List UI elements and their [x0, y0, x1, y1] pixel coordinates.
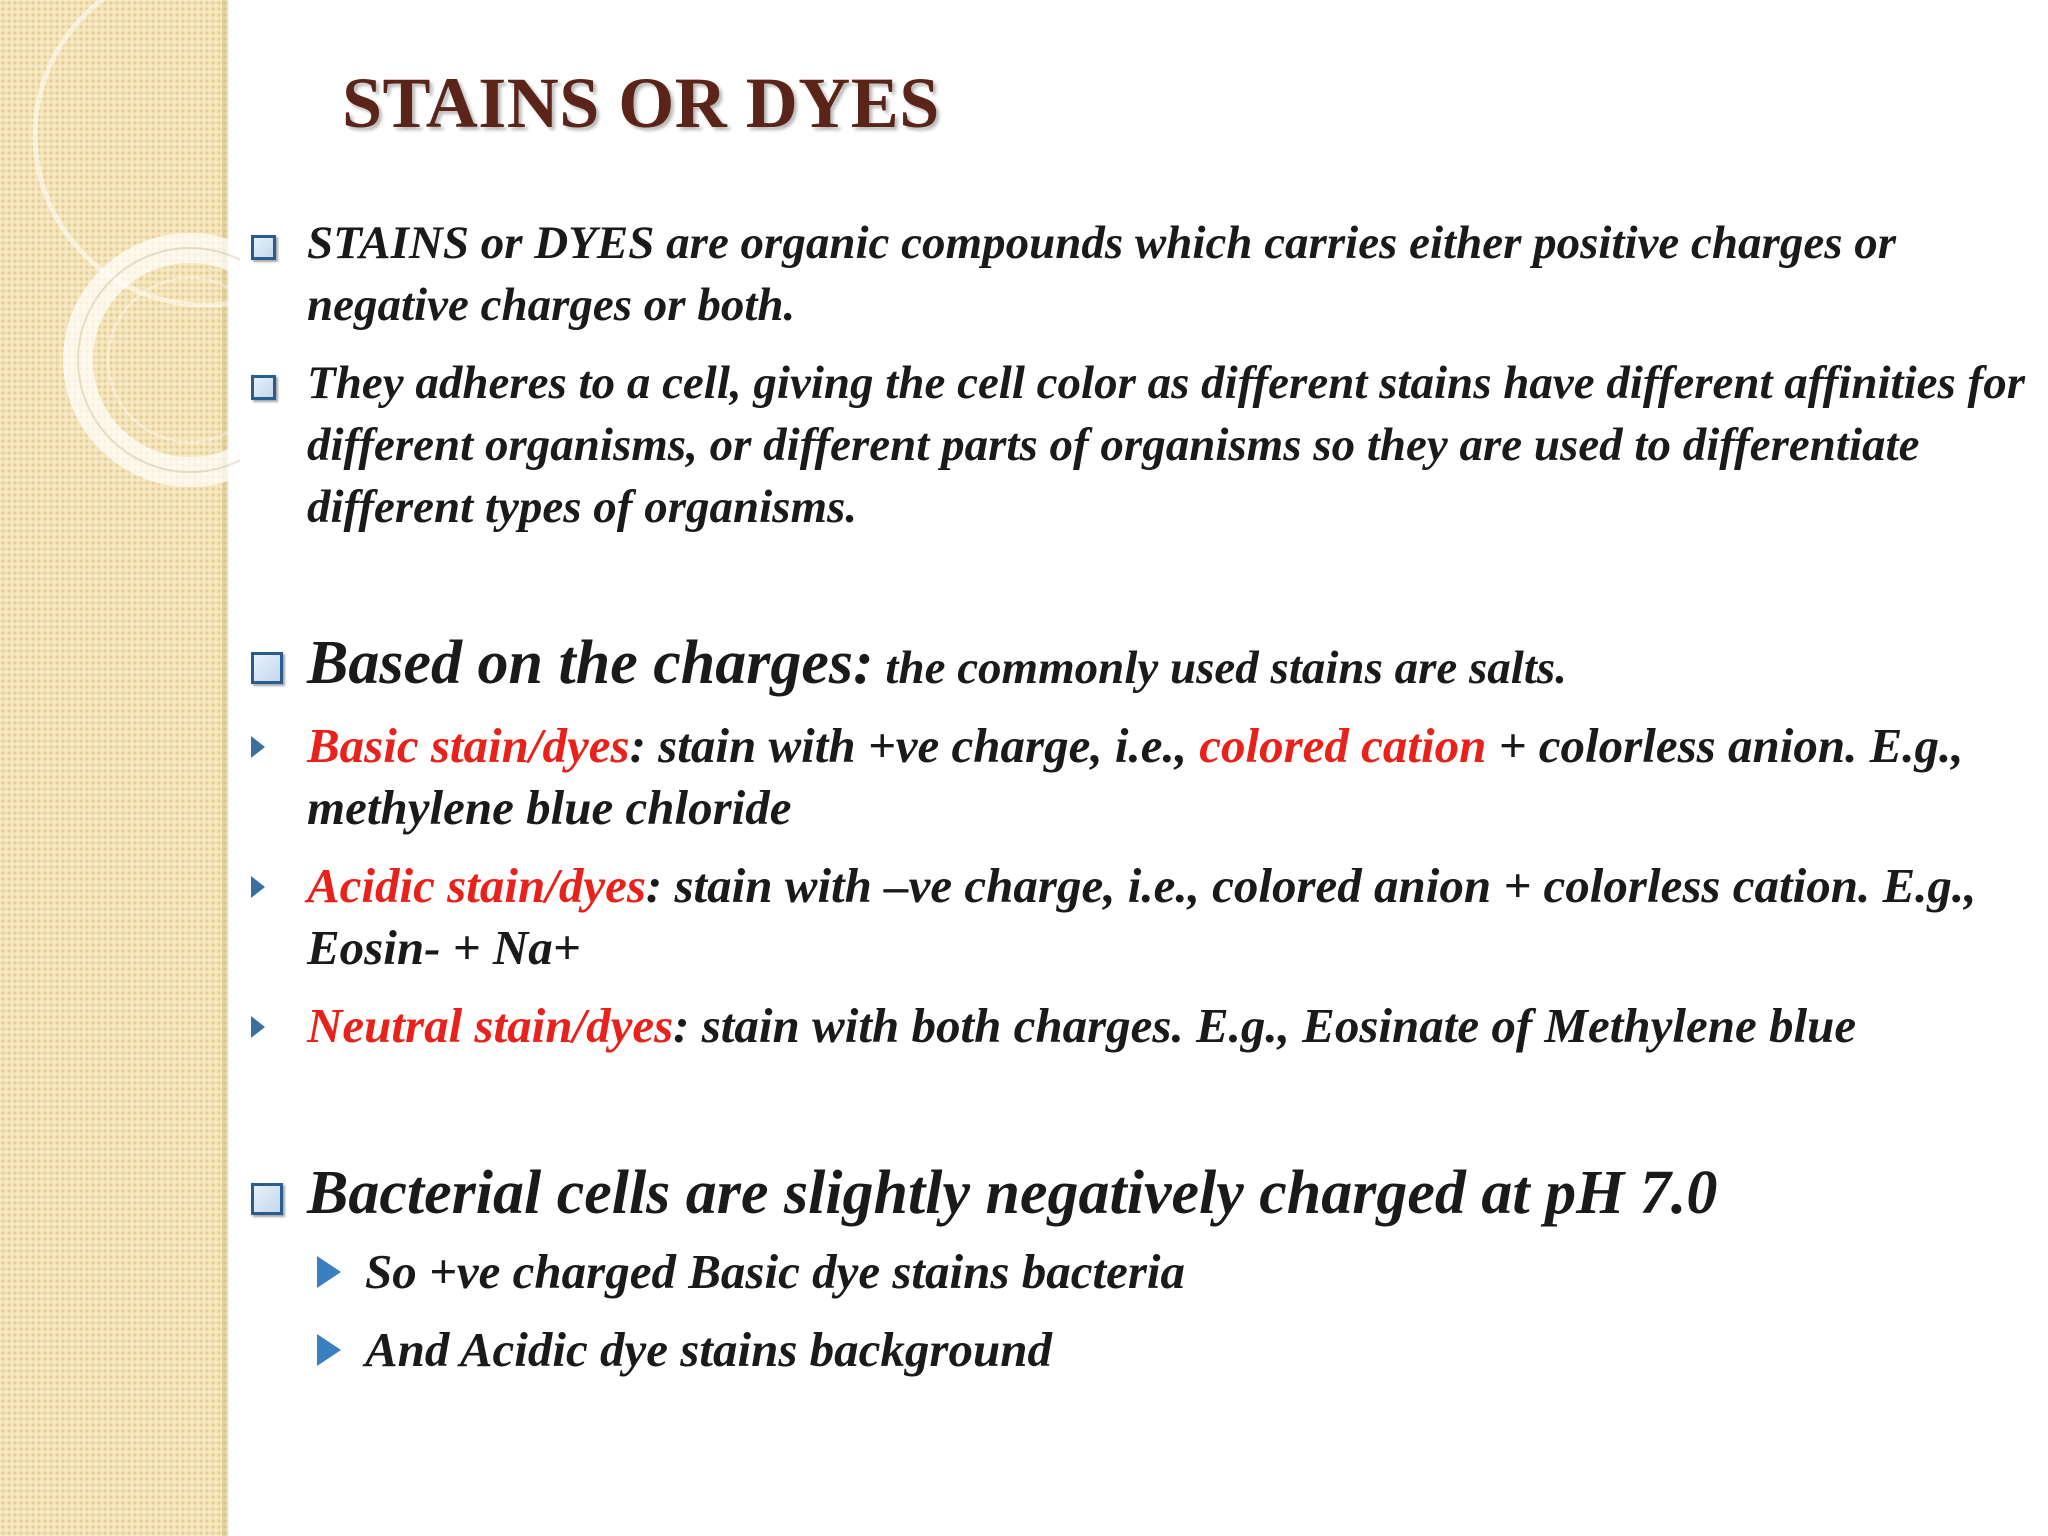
- stain-type-name: Basic stain/dyes: [307, 718, 630, 773]
- stain-type-acidic: [245, 855, 2040, 979]
- stain-type-name: Acidic stain/dyes: [307, 858, 646, 913]
- square-bullet-icon: [251, 1183, 283, 1215]
- decorative-side-band: [0, 0, 228, 1536]
- stain-type-desc: : stain with both charges. E.g., Eosinate of Methylene blue: [673, 998, 1857, 1053]
- charges-subtext: the commonly used stains are salts.: [873, 642, 1567, 694]
- arrow-bullet-icon: [251, 1016, 265, 1038]
- stain-type-desc: : stain with –ve charge, i.e., colored anion + colorless cation. E.g., Eosin- + Na+: [307, 858, 1977, 975]
- sub-point-basic-dye: [245, 1241, 2040, 1303]
- square-bullet-icon: [251, 375, 276, 400]
- stain-type-name: Neutral stain/dyes: [307, 998, 674, 1053]
- stain-type-desc-cont: + colorless anion. E.g., methylene blue chloride: [307, 718, 1964, 835]
- slide-title: STAINS OR DYES: [342, 63, 940, 143]
- stain-type-neutral: [245, 995, 2040, 1057]
- arrow-bullet-icon: [251, 736, 265, 758]
- stain-type-basic: [245, 715, 2040, 839]
- square-bullet-icon: [251, 235, 276, 260]
- bacterial-charge-text: Bacterial cells are slightly negatively charged at pH 7.0: [307, 1159, 1718, 1227]
- bullet-based-on-charges: [245, 629, 2040, 699]
- bullet-bacterial-charge: [245, 1157, 2040, 1229]
- bullet-definition-text: STAINS or DYES are organic compounds which carries either positive charges or negative charges or both.: [307, 217, 1897, 331]
- arrow-bullet-icon: [317, 1334, 341, 1366]
- stain-type-highlight: colored cation: [1199, 718, 1487, 773]
- square-bullet-icon: [251, 652, 283, 684]
- side-band-edge: [222, 0, 230, 1536]
- sub-point-text: So +ve charged Basic dye stains bacteria: [365, 1244, 1186, 1299]
- arrow-bullet-icon: [317, 1256, 341, 1288]
- slide-content: [245, 212, 2040, 1381]
- sub-point-acidic-dye: [245, 1319, 2040, 1381]
- stain-type-desc: : stain with +ve charge, i.e.,: [629, 718, 1200, 773]
- sub-point-text: And Acidic dye stains background: [365, 1322, 1052, 1377]
- bullet-affinity-text: They adheres to a cell, giving the cell color as different stains have different affinities for different organisms, or different parts of organisms so they are used to differentiate different types of organisms.: [307, 357, 2025, 533]
- arrow-bullet-icon: [251, 876, 265, 898]
- bullet-affinity: [245, 352, 2040, 538]
- bullet-definition: [245, 212, 2040, 336]
- charges-heading: Based on the charges:: [307, 629, 874, 697]
